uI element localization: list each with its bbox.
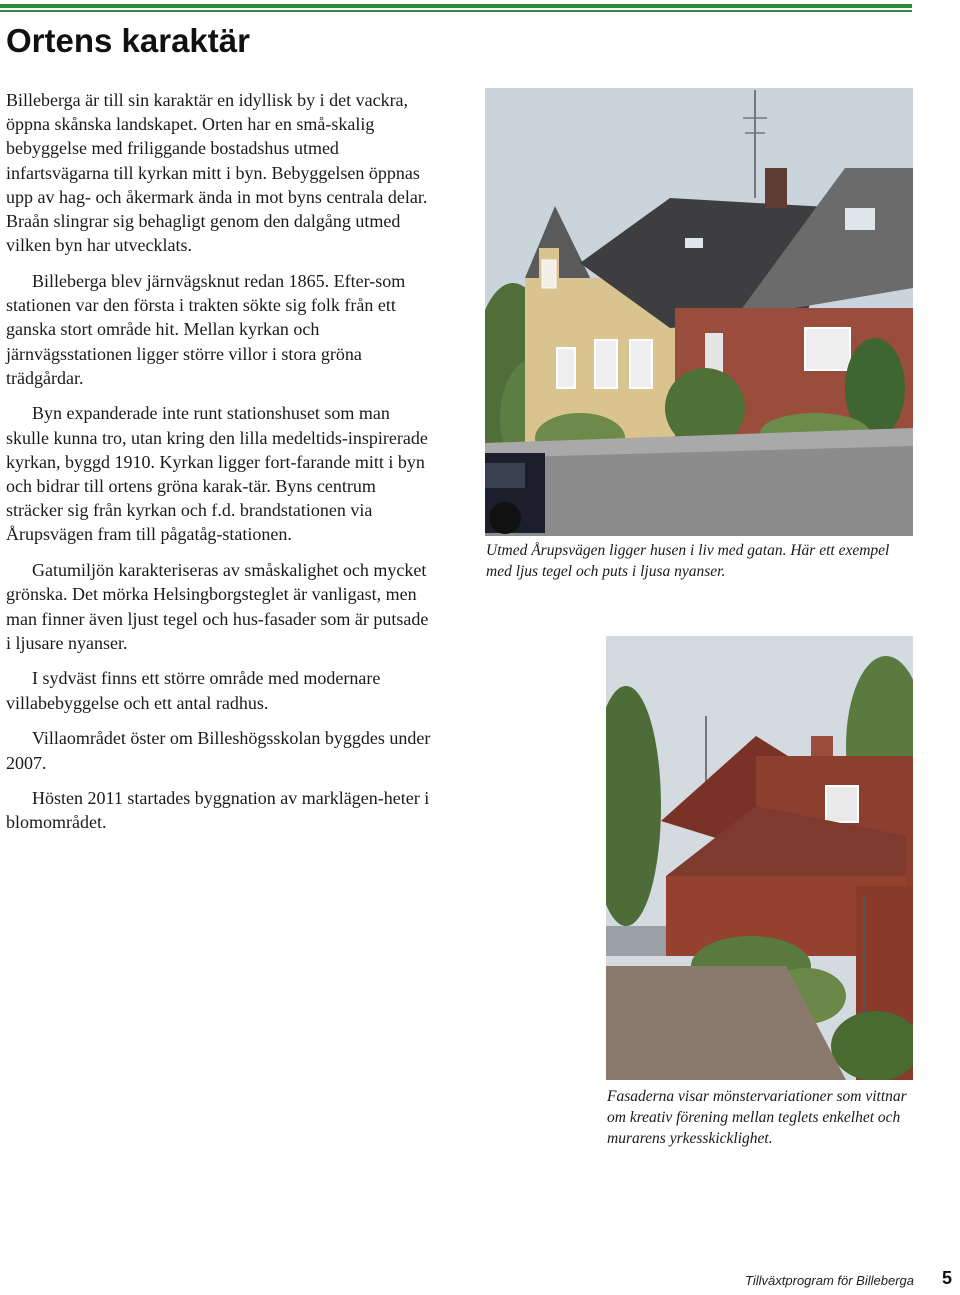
paragraph-5: I sydväst finns ett större område med modernare villabebyggelse och ett antal radhus. [6,668,381,713]
footer-publication: Tillväxtprogram för Billeberga [745,1273,914,1288]
street-houses-photo [485,88,913,536]
header-rule-thin [0,10,912,12]
page-number: 5 [942,1268,953,1288]
paragraph-2: Billeberga blev järnvägsknut redan 1865. Efter-som stationen var den första i trakten sökte sig folk från ett ganska stort område hit. Mellan kyrkan och järnvägsstationen ligger större villor i stora gröna trädgårdar. [6,270,406,388]
body-text [6,88,436,846]
page-title: Ortens karaktär [6,22,250,59]
street-houses-illustration [485,88,913,536]
paragraph-1: Billeberga är till sin karaktär en idyllisk by i det vackra, öppna skånska landskapet. Orten har en små-skalig bebyggelse med friliggande bostadshus utmed infartsvägarna till kyrkan mitt i byn. Bebyggelsen öppnas upp av hag- och åkermark ända in mot byns centrala delar. Braån slingrar sig behagligt genom den dalgång utmed vilken byn har utvecklats. [6,90,428,256]
paragraph-4: Gatumiljön karakteriseras av småskalighet och mycket grönska. Det mörka Helsingborgsteglet är vanligast, men man finner även ljust tegel och hus-fasader som är putsade i ljusare nyanser. [6,560,429,653]
paragraph-7: Hösten 2011 startades byggnation av marklägen-heter i blomområdet. [6,788,430,833]
caption-brick-facades: Fasaderna visar mönstervariationer som vittnar om kreativ förening mellan teglets enkelhet och murarens yrkesskicklighet. [607,1088,907,1147]
header-rule [0,4,912,8]
caption-street-houses: Utmed Årupsvägen ligger husen i liv med gatan. Här ett exempel med ljus tegel och puts i ljusa nyanser. [486,542,890,580]
brick-facades-photo [606,636,913,1080]
paragraph-3: Byn expanderade inte runt stationshuset som man skulle kunna tro, utan kring den lilla medeltids-inspirerade kyrkan, byggd 1910. Kyrkan ligger fort-farande mitt i byn och bidrar till ortens gröna karak-tär. Byns centrum sträcker sig från kyrkan och f.d. brandstationen via Årupsvägen fram till pågatåg-stationen. [6,403,428,545]
paragraph-6: Villaområdet öster om Billeshögsskolan byggdes under 2007. [6,728,431,773]
brick-facades-illustration [606,636,913,1080]
